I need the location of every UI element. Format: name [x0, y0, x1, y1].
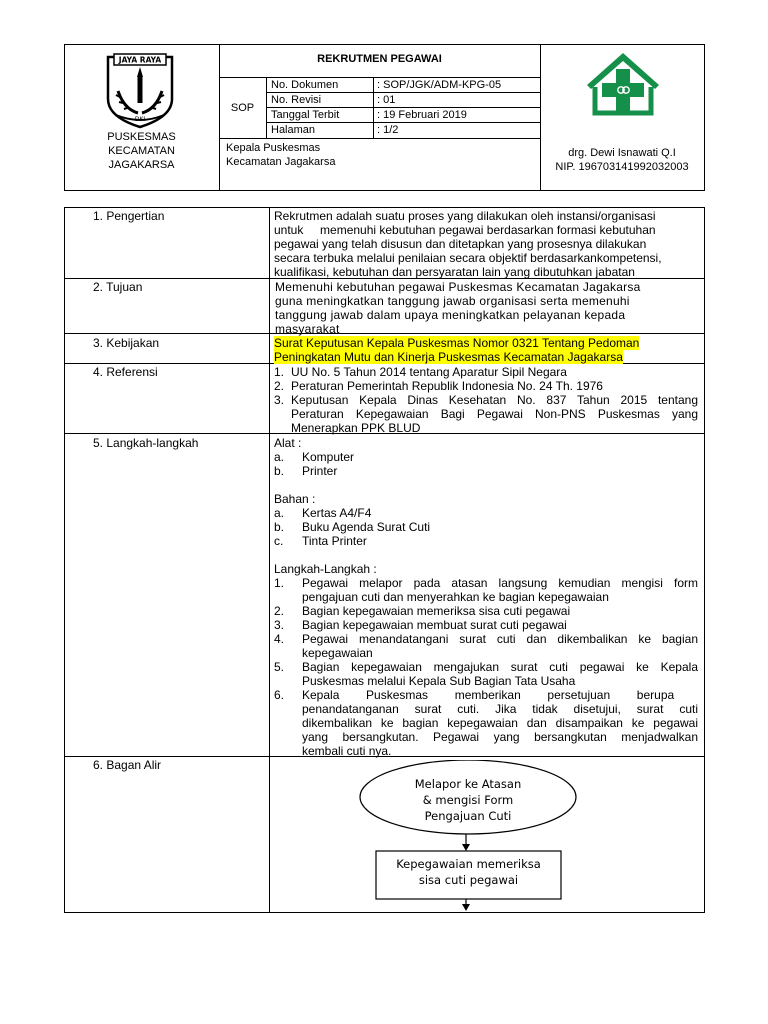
- list-item: [274, 393, 698, 435]
- text-line: sisa cuti pegawai: [418, 873, 519, 887]
- list-item: [274, 365, 698, 379]
- signer: [540, 146, 704, 174]
- flow-step-1-label: [360, 776, 576, 824]
- list-number: 1.: [274, 365, 285, 379]
- text-line: Peraturan Pemerintah Republik Indonesia No. 24 Th. 1976: [291, 379, 603, 393]
- text-line: & mengisi Form: [422, 793, 514, 807]
- approver-line: Kepala Puskesmas: [226, 142, 321, 154]
- text-line: Pengajuan Cuti: [424, 809, 512, 823]
- approver: [226, 141, 335, 169]
- text-line: Komputer: [302, 450, 355, 464]
- field-value: : 1/2: [377, 124, 399, 136]
- text-line: guna meningkatkan tanggung jawab organisasi serta memenuhi: [275, 294, 630, 308]
- text-line: pengajuan cuti dan menyerahkan ke bagian kepegawaian: [302, 590, 609, 604]
- text-line: Bagian kepegawaian membuat surat cuti pegawai: [302, 618, 567, 632]
- text-line: pegawai yang telah disusun dan ditetapkan yang prosesnya dilakukan: [274, 237, 647, 251]
- flow-arrowhead: [462, 904, 470, 911]
- step-item: [274, 632, 698, 660]
- text-line: Tinta Printer: [302, 534, 367, 548]
- step-item: [274, 660, 698, 688]
- step-item: [274, 576, 698, 604]
- text-line: masyarakat: [275, 322, 340, 336]
- list-item: [274, 506, 698, 520]
- text-line: kepegawaian: [302, 646, 373, 660]
- text-line: Pegawai melapor pada atasan langsung kemudian mengisi form: [302, 576, 698, 590]
- highlighted-line: Surat Keputusan Kepala Puskesmas Nomor 0321 Tentang Pedoman: [274, 336, 640, 350]
- list-item: [274, 379, 698, 393]
- tujuan-text: [275, 280, 699, 336]
- sop-label: SOP: [230, 102, 255, 114]
- svg-text:DKI: DKI: [134, 116, 146, 123]
- referensi-list: [274, 365, 698, 435]
- text-line: penandatanganan surat cuti. Jika tidak disetujui, surat cuti: [302, 702, 698, 716]
- field-label: No. Revisi: [271, 94, 322, 106]
- step-number: 6.: [274, 688, 285, 702]
- step-number: 3.: [274, 618, 285, 632]
- org-line: PUSKESMAS: [107, 131, 176, 143]
- list-item: [274, 464, 698, 478]
- text-line: Rekrutmen adalah suatu proses yang dilakukan oleh instansi/organisasi: [274, 209, 656, 223]
- section-label-kebijakan: 3. Kebijakan: [93, 336, 160, 350]
- text-line: Bagian kepegawaian memeriksa sisa cuti pegawai: [302, 604, 571, 618]
- step-number: 2.: [274, 604, 285, 618]
- flow-arrowhead: [462, 844, 470, 851]
- text-line: Memenuhi kebutuhan pegawai Puskesmas Kecamatan Jagakarsa: [275, 280, 641, 294]
- org-line: JAGAKARSA: [108, 159, 175, 171]
- langkah-content: [274, 436, 698, 758]
- org-line: KECAMATAN: [108, 145, 175, 157]
- steps-title: Langkah-Langkah :: [274, 562, 377, 576]
- list-letter: a.: [274, 506, 285, 520]
- jaya-raya-logo: [104, 51, 176, 129]
- step-number: 1.: [274, 576, 285, 590]
- field-value: : 01: [377, 94, 396, 106]
- puskesmas-logo: [585, 51, 661, 117]
- field-value: : SOP/JGK/ADM-KPG-05: [377, 79, 502, 91]
- signer-nip: NIP. 196703141992032003: [555, 161, 689, 173]
- approver-line: Kecamatan Jagakarsa: [226, 156, 336, 168]
- text-line: Peraturan Kepegawaian Bagi Pegawai Non-PNS Puskesmas yang: [291, 407, 698, 421]
- text-line: Menerapkan PPK BLUD: [291, 421, 421, 435]
- text-line: Printer: [302, 464, 338, 478]
- text-line: Puskesmas melalui Kepala Sub Bagian Tata Usaha: [302, 674, 576, 688]
- org-name: [64, 130, 219, 172]
- document-title: REKRUTMEN PEGAWAI: [317, 53, 442, 65]
- section-label-tujuan: 2. Tujuan: [93, 280, 143, 294]
- list-letter: a.: [274, 450, 285, 464]
- field-value: : 19 Februari 2019: [377, 109, 467, 121]
- text-line: tanggung jawab dalam upaya meningkatkan pelayanan kepada: [275, 308, 626, 322]
- field-label: Halaman: [271, 124, 316, 136]
- list-item: [274, 450, 698, 464]
- list-number: 2.: [274, 379, 285, 393]
- step-item: [274, 618, 698, 632]
- list-letter: b.: [274, 520, 285, 534]
- step-number: 5.: [274, 660, 285, 674]
- text-line: UU No. 5 Tahun 2014 tentang Aparatur Sipil Negara: [291, 365, 567, 379]
- text-line: Melapor ke Atasan: [414, 777, 522, 791]
- field-label: No. Dokumen: [271, 79, 339, 91]
- text-line: Kepala Puskesmas memberikan persetujuan berupa: [302, 688, 675, 702]
- step-number: 4.: [274, 632, 285, 646]
- text-line: yang bersangkutan. Pegawai yang bersangkutan menjadwalkan: [302, 730, 698, 744]
- list-letter: b.: [274, 464, 285, 478]
- text-line: secara terbuka melalui penilaian secara objektif berdasarkankompetensi,: [274, 251, 662, 265]
- bahan-title: Bahan :: [274, 492, 316, 506]
- text-line: Pegawai menandatangani surat cuti dan dikembalikan ke bagian: [302, 632, 698, 646]
- text-line: Kepegawaian memeriksa: [396, 857, 541, 871]
- section-label-langkah: 5. Langkah-langkah: [93, 436, 199, 450]
- text-line: dikembalikan ke bagian kepegawaian dan disampaikan ke pegawai: [302, 716, 698, 730]
- svg-text:JAYA RAYA: JAYA RAYA: [118, 55, 162, 65]
- alat-title: Alat :: [274, 436, 302, 450]
- pengertian-text: [274, 209, 698, 279]
- step-item: [274, 688, 698, 758]
- text-line: kualifikasi, kebutuhan dan persyaratan lain yang dibutuhkan jabatan: [274, 265, 635, 279]
- list-item: [274, 520, 698, 534]
- list-number: 3.: [274, 393, 285, 407]
- text-line: Bagian kepegawaian mengajukan surat cuti pegawai ke Kepala: [302, 660, 698, 674]
- list-letter: c.: [274, 534, 284, 548]
- text-line: untuk memenuhi kebutuhan pegawai berdasarkan formasi kebutuhan: [274, 223, 656, 237]
- text-line: Kertas A4/F4: [302, 506, 372, 520]
- signer-name: drg. Dewi Isnawati Q.I: [568, 147, 676, 159]
- highlighted-line: Peningkatan Mutu dan Kinerja Puskesmas Kecamatan Jagakarsa: [274, 350, 623, 364]
- kebijakan-text: [274, 336, 698, 364]
- list-item: [274, 534, 698, 548]
- section-label-pengertian: 1. Pengertian: [93, 209, 165, 223]
- text-line: Buku Agenda Surat Cuti: [302, 520, 431, 534]
- flow-step-2-label: [376, 856, 561, 888]
- text-line: Keputusan Kepala Dinas Kesehatan No. 837 Tahun 2015 tentang: [291, 393, 698, 407]
- text-line: kembali cuti nya.: [302, 744, 392, 758]
- field-label: Tanggal Terbit: [271, 109, 340, 121]
- section-label-bagan: 6. Bagan Alir: [93, 758, 162, 772]
- step-item: [274, 604, 698, 618]
- section-label-referensi: 4. Referensi: [93, 365, 158, 379]
